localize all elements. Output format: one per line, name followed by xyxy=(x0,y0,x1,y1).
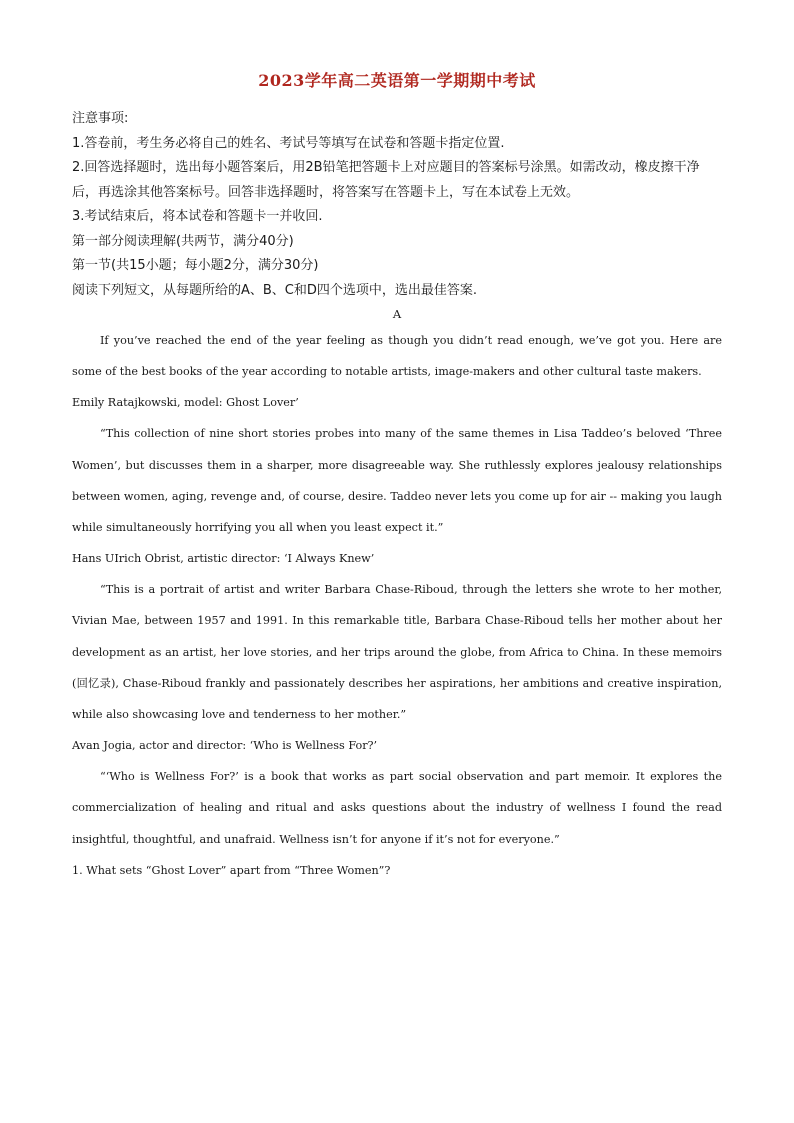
entry-quote: “This collection of nine short stories probes into many of the same themes in Lisa Taddeo’s beloved ‘Three Women’, but discusses them in a sharper, more disagreeable way. She ruthlessly explores jealousy relationships between women, aging, revenge and, of course, desire. Taddeo never lets you come up for air -- making you laugh while simultaneously horrifying you all when you least expect it.” xyxy=(72,427,722,535)
entry-heading: Hans UIrich Obrist, artistic director: ‘I Always Knew’ xyxy=(72,552,375,566)
exam-page xyxy=(72,68,722,886)
instruction-text: 阅读下列短文，从每题所给的A、B、C和D四个选项中，选出最佳答案. xyxy=(72,282,478,298)
passage-intro: If you’ve reached the end of the year feeling as though you didn’t read enough, we’ve got you. Here are some of the best books of the year according to notable artists, image-makers and other cultural taste makers. xyxy=(72,334,722,379)
notice-item-2: 2.回答选择题时，选出每小题答案后，用2B铅笔把答题卡上对应题目的答案标号涂黑。如需改动，橡皮擦干净后，再选涂其他答案标号。回答非选择题时，将答案写在答题卡上，写在本试卷上无效。 xyxy=(72,160,700,200)
entry-heading: Avan Jogia, actor and director: ‘Who is Wellness For?’ xyxy=(72,739,378,753)
notice-item-3: 3.考试结束后，将本试卷和答题卡一并收回. xyxy=(72,209,323,224)
entry-quote: “‘Who is Wellness For?’ is a book that works as part social observation and part memoir. It explores the commercialization of healing and ritual and asks questions about the industry of wellness I found the read insightful, thoughtful, and unafraid. Wellness isn’t for anyone if it’s not for everyone.” xyxy=(72,770,722,846)
notice-item-1: 1.答卷前，考生务必将自己的姓名、考试号等填写在试卷和答题卡指定位置. xyxy=(72,135,505,151)
entry-quote: “This is a portrait of artist and writer Barbara Chase-Riboud, through the letters she wrote to her mother, Vivian Mae, between 1957 and 1991. In this remarkable title, Barbara Chase-Riboud tells her mother about her development as an artist, her love stories, and her trips around the globe, from Africa to China. In these memoirs (回忆录), Chase-Riboud frankly and passionately describes her aspirations, her ambitions and creative inspiration, while also showcasing love and tenderness to her mother.” xyxy=(72,583,722,722)
passage-label: A xyxy=(392,307,402,321)
section-heading: 第一节(共15小题；每小题2分，满分30分) xyxy=(72,258,319,273)
part-heading: 第一部分阅读理解(共两节，满分40分) xyxy=(72,233,294,249)
notice-heading: 注意事项: xyxy=(72,111,129,126)
notice-section xyxy=(72,107,722,303)
question-1: 1. What sets “Ghost Lover” apart from “Three Women”? xyxy=(72,863,391,877)
page-title: 2023学年高二英语第一学期期中考试 xyxy=(258,71,536,90)
entry-heading: Emily Ratajkowski, model: Ghost Lover’ xyxy=(72,396,299,410)
